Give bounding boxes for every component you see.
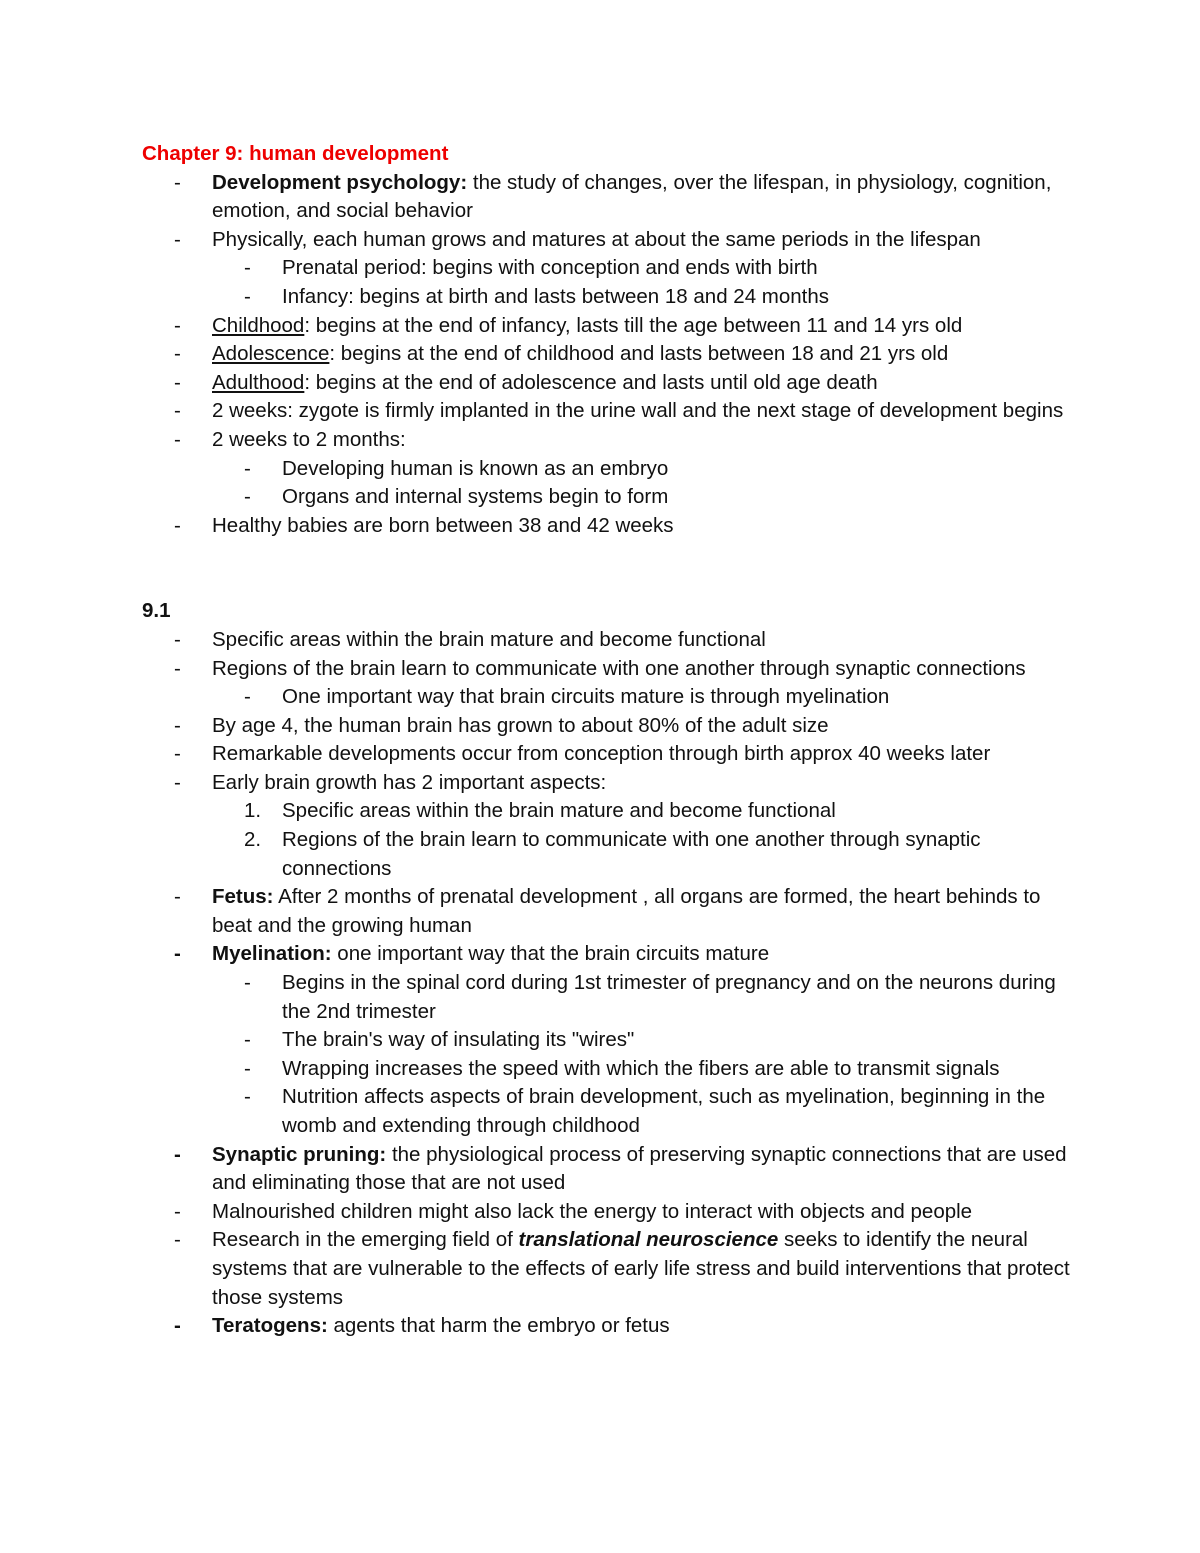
list-item	[142, 1055, 1082, 1084]
list-item	[142, 740, 1082, 769]
section-heading: 9.1	[142, 599, 171, 623]
number-marker: 1.	[244, 799, 262, 823]
item-text: After 2 months of prenatal development , all organs are formed, the heart behinds to beat and the growing human	[212, 885, 1041, 937]
bullet-marker: -	[244, 256, 251, 280]
bullet-marker: -	[174, 713, 181, 737]
bullet-marker: -	[244, 971, 251, 995]
item-text: : begins at the end of childhood and lasts between 18 and 21 yrs old	[329, 342, 949, 366]
bullet-marker: -	[174, 313, 181, 337]
bullet-marker: -	[174, 1199, 181, 1223]
list-item	[142, 512, 1082, 541]
bullet-marker: -	[174, 770, 181, 794]
item-text: seeks to identify the neural systems that are vulnerable to the effects of early life stress and build interventions that protect those systems	[212, 1228, 1070, 1309]
item-text: Infancy: begins at birth and lasts between 18 and 24 months	[282, 284, 830, 308]
list-item	[142, 969, 1082, 1026]
chapter-list	[142, 169, 1082, 541]
item-text: Regions of the brain learn to communicate with one another through synaptic connections	[282, 828, 981, 880]
item-text: 2 weeks: zygote is firmly implanted in the urine wall and the next stage of development begins	[212, 399, 1064, 423]
bullet-marker: -	[244, 685, 251, 709]
term: Myelination:	[212, 942, 332, 966]
bullet-marker: -	[244, 485, 251, 509]
item-text: Organs and internal systems begin to form	[282, 485, 669, 509]
bullet-marker: -	[174, 1142, 181, 1166]
bullet-marker: -	[174, 1228, 181, 1252]
term: translational neuroscience	[518, 1228, 779, 1252]
item-text: agents that harm the embryo or fetus	[327, 1314, 670, 1338]
item-text: Malnourished children might also lack the energy to interact with objects and people	[212, 1199, 973, 1223]
bullet-marker: -	[244, 1028, 251, 1052]
list-item	[142, 683, 1082, 712]
term: Synaptic pruning:	[212, 1142, 387, 1166]
bullet-marker: -	[244, 456, 251, 480]
list-item	[142, 369, 1082, 398]
item-text: : begins at the end of infancy, lasts till the age between 11 and 14 yrs old	[304, 313, 963, 337]
bullet-marker: -	[174, 513, 181, 537]
bullet-marker: -	[174, 742, 181, 766]
item-text: Nutrition affects aspects of brain development, such as myelination, beginning in the womb and extending through childhood	[282, 1085, 1046, 1137]
item-text: : begins at the end of adolescence and lasts until old age death	[304, 370, 878, 394]
list-item	[142, 426, 1082, 455]
item-text: Begins in the spinal cord during 1st trimester of pregnancy and on the neurons during the 2nd trimester	[282, 971, 1056, 1023]
list-item	[142, 940, 1082, 969]
list-item	[142, 1141, 1082, 1198]
item-text: the physiological process of preserving synaptic connections that are used and eliminating those that are not used	[212, 1142, 1067, 1195]
bullet-marker: -	[174, 942, 181, 966]
list-item	[142, 340, 1082, 369]
bullet-marker: -	[174, 427, 181, 451]
term: Teratogens:	[212, 1314, 328, 1338]
item-text: 2 weeks to 2 months:	[212, 427, 406, 451]
bullet-marker: -	[174, 656, 181, 680]
item-text: Wrapping increases the speed with which the fibers are able to transmit signals	[282, 1056, 1000, 1080]
list-item	[142, 1083, 1082, 1140]
bullet-marker: -	[174, 370, 181, 394]
list-item	[142, 712, 1082, 741]
item-text: The brain's way of insulating its "wires"	[282, 1028, 635, 1052]
item-text: Specific areas within the brain mature and become functional	[212, 627, 766, 651]
list-item	[142, 1312, 1082, 1341]
list-item	[142, 226, 1082, 255]
list-item	[142, 1198, 1082, 1227]
list-item	[142, 883, 1082, 940]
item-text: Specific areas within the brain mature and become functional	[282, 799, 836, 823]
item-text: the study of changes, over the lifespan, in physiology, cognition, emotion, and social behavior	[212, 170, 1052, 223]
item-text: Remarkable developments occur from conception through birth approx 40 weeks later	[212, 742, 991, 766]
item-text: Healthy babies are born between 38 and 42 weeks	[212, 513, 674, 537]
list-item	[142, 483, 1082, 512]
bullet-marker: -	[174, 227, 181, 251]
chapter-heading: Chapter 9: human development	[142, 142, 449, 165]
bullet-marker: -	[244, 1085, 251, 1109]
numbered-item	[142, 826, 1082, 883]
list-item	[142, 1226, 1082, 1312]
numbered-item	[142, 797, 1082, 826]
list-item	[142, 769, 1082, 798]
item-text: Prenatal period: begins with conception and ends with birth	[282, 256, 818, 280]
bullet-marker: -	[174, 342, 181, 366]
bullet-marker: -	[244, 1056, 251, 1080]
document-content	[142, 140, 1082, 1341]
list-item	[142, 397, 1082, 426]
list-item	[142, 254, 1082, 283]
bullet-marker: -	[174, 1314, 181, 1338]
bullet-marker: -	[174, 885, 181, 909]
underlined-term: Adulthood	[212, 370, 305, 394]
list-item	[142, 283, 1082, 312]
item-text: By age 4, the human brain has grown to about 80% of the adult size	[212, 713, 829, 737]
bullet-marker: -	[174, 170, 181, 194]
item-text: one important way that the brain circuits mature	[331, 942, 770, 966]
list-item	[142, 1026, 1082, 1055]
item-text: Physically, each human grows and matures at about the same periods in the lifespan	[212, 227, 981, 251]
list-item	[142, 312, 1082, 341]
bullet-marker: -	[244, 284, 251, 308]
list-item	[142, 455, 1082, 484]
item-text: One important way that brain circuits mature is through myelination	[282, 685, 890, 709]
underlined-term: Childhood	[212, 313, 305, 337]
list-item	[142, 655, 1082, 684]
section-list	[142, 626, 1082, 1341]
number-marker: 2.	[244, 828, 262, 852]
item-text: Regions of the brain learn to communicate with one another through synaptic connections	[212, 656, 1026, 680]
item-text: Developing human is known as an embryo	[282, 456, 669, 480]
list-item	[142, 626, 1082, 655]
item-text-before: Research in the emerging field of	[212, 1228, 519, 1252]
bullet-marker: -	[174, 399, 181, 423]
underlined-term: Adolescence	[212, 342, 330, 366]
term: Fetus:	[212, 885, 274, 909]
bullet-marker: -	[174, 627, 181, 651]
list-item	[142, 169, 1082, 226]
term: Development psychology:	[212, 170, 468, 194]
item-text: Early brain growth has 2 important aspects:	[212, 770, 607, 794]
